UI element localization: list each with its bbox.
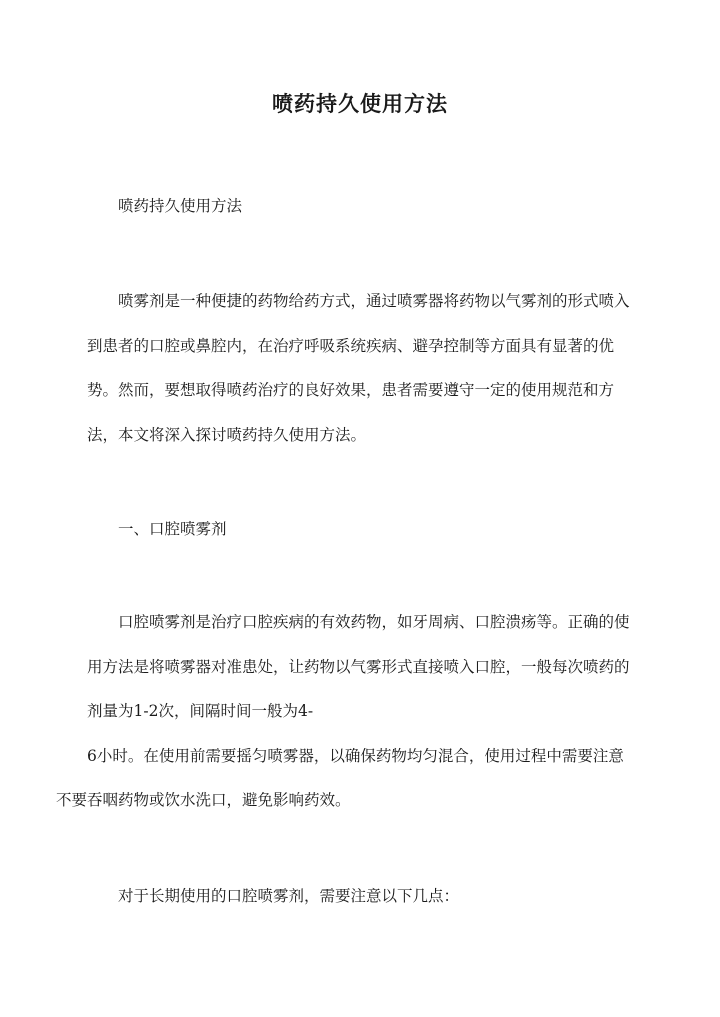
oral-spray-paragraph	[56, 600, 633, 823]
document-title: 喷药持久使用方法	[272, 91, 448, 116]
intro-paragraph: 喷雾剂是一种便捷的药物给药方式，通过喷雾器将药物以气雾剂的形式喷入到患者的口腔或鼻腔内，在治疗呼吸系统疾病、避孕控制等方面具有显著的优势。然而，要想取得喷药治疗的良好效果，患者需要遵守一定的使用规范和方法，本文将深入探讨喷药持久使用方法。	[87, 292, 630, 444]
oral-spray-paragraph-part1: 口腔喷雾剂是治疗口腔疾病的有效药物，如牙周病、口腔溃疡等。正确的使用方法是将喷雾器对准患处，让药物以气雾形式直接喷入口腔，一般每次喷药的剂量为1-2次，间隔时间一般为4-	[87, 613, 630, 720]
section-heading-oral-spray: 一、口腔喷雾剂	[118, 520, 227, 538]
oral-spray-paragraph-part2: 6小时。在使用前需要摇匀喷雾器，以确保药物均匀混合，使用过程中需要注意不要吞咽药物或饮水洗口，避免影响药效。	[56, 746, 624, 809]
long-term-use-paragraph: 对于长期使用的口腔喷雾剂，需要注意以下几点：	[118, 887, 460, 905]
subtitle-paragraph: 喷药持久使用方法	[118, 197, 243, 215]
